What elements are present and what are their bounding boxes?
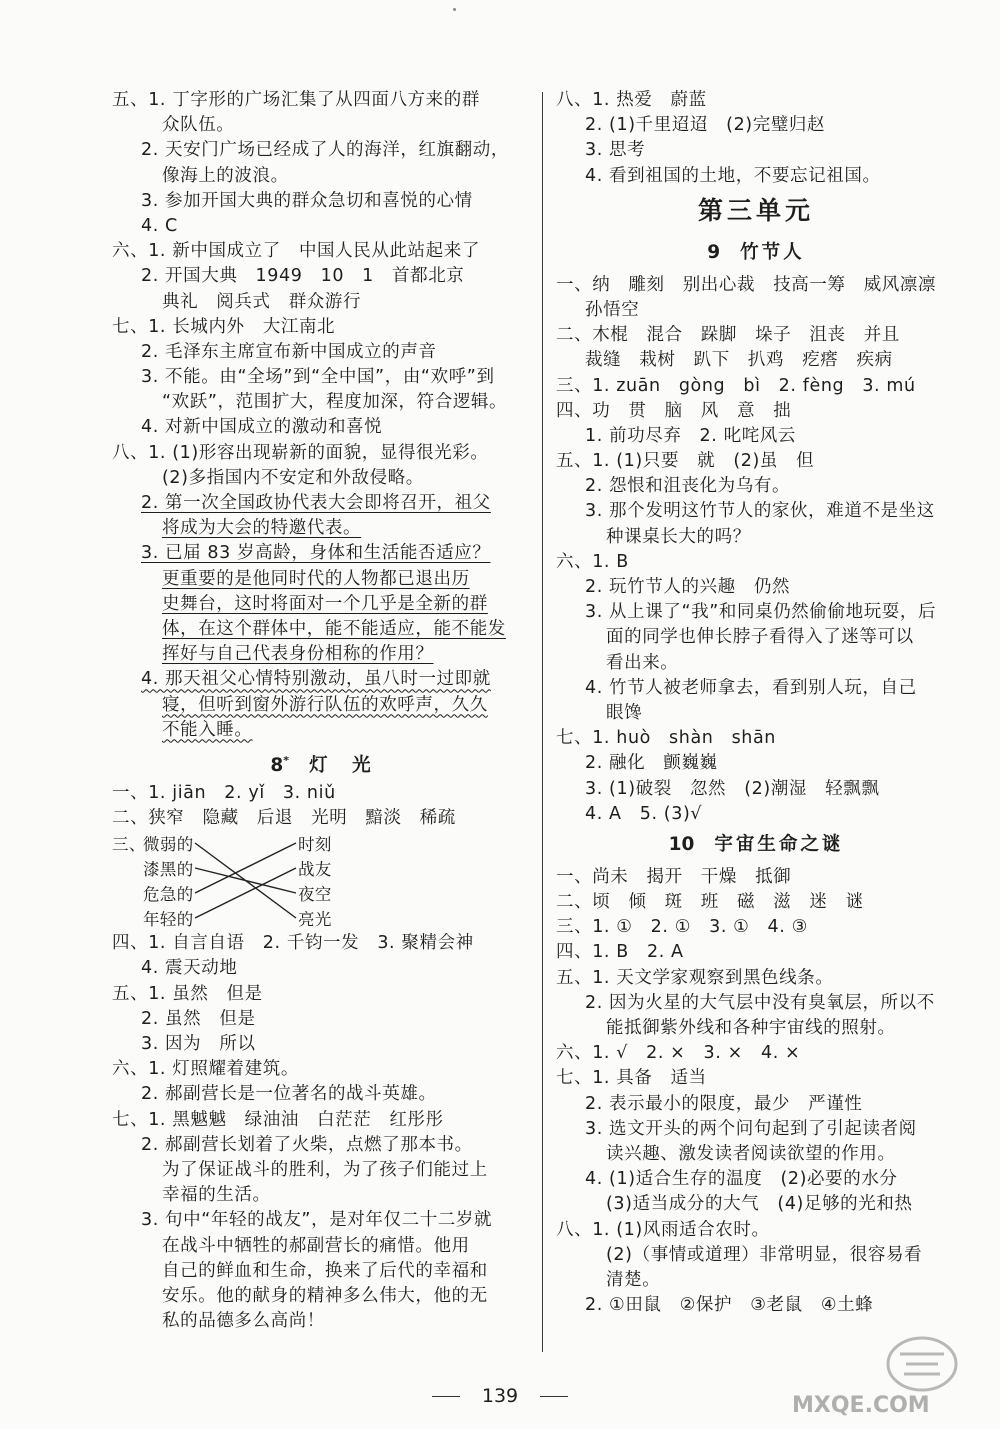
answer-line	[556, 323, 956, 348]
answer-line	[112, 340, 532, 365]
answer-text: 六、1. B	[556, 551, 629, 572]
answer-text: 一、1. jiān 2. yǐ 3. niǔ	[112, 782, 336, 803]
answer-text: 4. A 5. (3)√	[585, 803, 703, 824]
answer-text: 一、纳 雕刻 别出心裁 技高一筹 威风凛凛	[556, 274, 937, 295]
matching-right-word: 夜空	[298, 885, 332, 905]
footer-dash-right	[540, 1396, 568, 1398]
answer-line	[112, 516, 532, 541]
answer-line	[556, 1192, 956, 1217]
lesson-number-value: 8	[270, 755, 284, 777]
answer-line	[112, 1183, 532, 1208]
answer-text: 2. 毛泽东主席宣布新中国成立的声音	[141, 341, 437, 362]
answer-line	[112, 164, 532, 189]
answer-line	[112, 415, 532, 440]
scan-dot	[453, 8, 456, 11]
answer-text: “欢跃”，范围扩大，程度加深，符合逻辑。	[162, 392, 508, 413]
answer-line	[112, 1108, 532, 1133]
answer-line	[112, 264, 532, 289]
answer-line	[112, 189, 532, 214]
answer-text: 4. 看到祖国的土地，不要忘记祖国。	[585, 165, 881, 186]
answer-text: 四、1. B 2. A	[556, 942, 684, 963]
answer-text: 六、1. 灯照耀着建筑。	[112, 1059, 299, 1080]
lesson-number	[707, 242, 720, 263]
answer-text: 体，在这个群体中，能不能适应，能不能发	[162, 618, 506, 639]
answer-line	[112, 1007, 532, 1032]
answer-line	[112, 138, 532, 163]
answer-text: 种课桌长大的吗？	[606, 526, 751, 547]
answer-text: 幸福的生活。	[162, 1185, 271, 1206]
answer-text: 五、1. (1)只要 就 (2)虽 但	[556, 451, 815, 472]
answer-line	[556, 298, 956, 323]
answer-line	[556, 1142, 956, 1167]
answer-line	[112, 567, 532, 592]
answer-text: 挥好与自己代表身份相称的作用？	[162, 644, 434, 665]
answer-text: 3. 句中“年轻的战友”，是对年仅二十二岁就	[141, 1210, 493, 1231]
answer-line	[112, 466, 532, 491]
answer-line	[112, 592, 532, 617]
answer-text: 六、1. √ 2. × 3. × 4. ×	[556, 1043, 801, 1064]
answer-line	[556, 374, 956, 399]
answer-line	[556, 991, 956, 1016]
answer-text: 像海上的波浪。	[162, 165, 289, 186]
answer-text: 六、1. 新中国成立了 中国人民从此站起来了	[112, 241, 480, 262]
answer-text: 将成为大会的特邀代表。	[162, 518, 362, 539]
page-number: 139	[481, 1385, 519, 1407]
answer-line	[112, 1158, 532, 1183]
answer-text: 二、木棍 混合 跺脚 垛子 沮丧 并且	[556, 325, 900, 346]
answer-line	[112, 88, 532, 113]
answer-line	[556, 1218, 956, 1243]
answer-text: 为了保证战斗的胜利，为了孩子们能过上	[162, 1159, 488, 1180]
answer-line	[112, 781, 532, 806]
answer-line	[556, 625, 956, 650]
answer-text: 史舞台，这时将面对一个几乎是全新的群	[162, 593, 488, 614]
answer-text: 七、1. 具备 适当	[556, 1068, 707, 1089]
matching-right-word: 时刻	[298, 835, 332, 855]
matching-right-word: 亮光	[298, 910, 332, 930]
answer-text: 自己的鲜血和生命，换来了后代的幸福和	[162, 1260, 488, 1281]
answer-text: 4. 竹节人被老师拿去，看到别人玩，自己	[585, 677, 917, 698]
answer-line	[112, 541, 532, 566]
answer-text: 更重要的是他同时代的人物都已退出历	[162, 568, 470, 589]
answer-text: 一、尚未 揭开 干燥 抵御	[556, 866, 792, 887]
answer-line	[556, 1243, 956, 1268]
answer-text: 2. 开国大典 1949 10 1 首都北京	[141, 266, 465, 287]
answer-line	[556, 1041, 956, 1066]
answer-line	[112, 1082, 532, 1107]
answer-line	[556, 113, 956, 138]
answer-text: 不能入睡。	[162, 719, 253, 740]
matching-line	[195, 868, 296, 893]
answer-text: 私的品德多么高尚！	[162, 1311, 325, 1332]
answer-text: 三、1. ① 2. ① 3. ① 4. ③	[556, 917, 808, 938]
matching-left-word: 年轻的	[143, 910, 194, 930]
answer-line	[556, 348, 956, 373]
answer-text: 五、1. 天文学家观察到黑色线条。	[556, 967, 834, 988]
matching-line	[195, 868, 296, 918]
answer-column-left	[112, 88, 532, 1334]
answer-text: 二、狭窄 隐藏 后退 光明 黯淡 稀疏	[112, 808, 456, 829]
answer-text: 看出来。	[606, 652, 679, 673]
answer-text: 4. 那天祖父心情特别激动，虽八时一过即就	[141, 669, 491, 690]
answer-line	[556, 865, 956, 890]
answer-text: 3. 已届 83 岁高龄，身体和生活能否适应？	[141, 543, 491, 564]
answer-text: 3. 参加开国大典的群众急切和喜悦的心情	[141, 190, 473, 211]
lesson-number	[669, 834, 695, 855]
answer-line	[556, 1016, 956, 1041]
answer-text: 2. 虽然 但是	[141, 1008, 256, 1029]
answer-text: 能抵御紫外线和各种宇宙线的照射。	[606, 1018, 896, 1038]
answer-text: (2)（事情或道理）非常明显，很容易看	[606, 1244, 923, 1265]
matching-left-word: 微弱的	[143, 835, 194, 855]
matching-line	[195, 843, 296, 893]
lesson-title: 宇宙生命之谜	[714, 833, 844, 855]
answer-line	[112, 1032, 532, 1057]
answer-text: 2. 天安门广场已经成了人的海洋，红旗翻动，	[141, 140, 509, 161]
answer-line	[112, 956, 532, 981]
lesson-heading	[556, 235, 956, 273]
answer-line	[556, 138, 956, 163]
answer-text: 八、1. 热爱 蔚蓝	[556, 90, 707, 110]
answer-text: 七、1. 长城内外 大江南北	[112, 316, 336, 337]
answer-text: 4. 对新中国成立的激动和喜悦	[141, 417, 383, 438]
unit-heading: 第三单元	[697, 195, 814, 225]
matching-prefix: 三、	[112, 835, 146, 855]
answer-text: 2. 融化 颤巍巍	[585, 753, 718, 774]
answer-line	[112, 693, 532, 718]
answer-text: 五、1. 虽然 但是	[112, 983, 263, 1004]
answer-text: 七、1. 黑魆魆 绿油油 白茫茫 红彤彤	[112, 1109, 444, 1130]
lesson-title: 灯 光	[309, 755, 374, 777]
answer-text: 3. (1)破裂 忽然 (2)潮湿 轻飘飘	[585, 778, 880, 799]
answer-text: 3. 因为 所以	[141, 1034, 256, 1054]
answer-text: 七、1. huò shàn shān	[556, 728, 776, 749]
answer-text: 眼馋	[606, 702, 643, 723]
answer-line	[112, 667, 532, 692]
answer-line	[556, 940, 956, 965]
answer-line	[112, 239, 532, 264]
answer-text: (2)多指国内不安定和外敌侵略。	[162, 467, 424, 488]
answer-text: 三、1. zuān gòng bì 2. fèng 3. mú	[556, 375, 916, 396]
answer-line	[556, 651, 956, 676]
answer-text: 清楚。	[606, 1269, 661, 1290]
answer-text: 二、顷 倾 斑 班 磁 滋 迷 谜	[556, 892, 864, 913]
answer-line	[112, 617, 532, 642]
answer-line	[556, 676, 956, 701]
answer-text: 2. 怨恨和沮丧化为乌有。	[585, 476, 791, 497]
answer-text: 典礼 阅兵式 群众游行	[162, 291, 362, 312]
answer-text: 3. 思考	[585, 140, 646, 161]
answer-text: 孙悟空	[585, 299, 640, 320]
answer-line	[556, 499, 956, 524]
answer-text: 3. 从上课了“我”和同桌仍然偷偷地玩耍，后	[585, 602, 937, 623]
answer-text: 2. 第一次全国政协代表大会即将召开，祖父	[141, 493, 491, 513]
answer-column-right	[556, 88, 956, 1318]
answer-text: (3)适当成分的大气 (4)足够的光和热	[606, 1194, 913, 1215]
answer-text: 众队伍。	[162, 115, 235, 136]
optional-lesson-mark: *	[283, 753, 290, 767]
answer-line	[112, 1234, 532, 1259]
answer-line	[556, 726, 956, 751]
answer-line	[556, 575, 956, 600]
answer-line	[556, 1066, 956, 1091]
answer-line	[556, 1167, 956, 1192]
lesson-number-value: 9	[707, 241, 721, 263]
answer-text: 安乐。他的献身的精神多么伟大，他的无	[162, 1285, 488, 1306]
answer-line	[556, 525, 956, 550]
lesson-heading	[556, 827, 956, 865]
answer-text: 裁缝 栽树 趴下 扒鸡 疙瘩 疾病	[585, 350, 893, 371]
answer-line	[112, 982, 532, 1007]
answer-text: 八、1. (1)风雨适合农时。	[556, 1219, 770, 1240]
word-matching-exercise	[112, 831, 532, 931]
answer-text: 2. 郝副营长划着了火柴，点燃了那本书。	[141, 1134, 473, 1155]
lesson-title: 竹节人	[740, 241, 805, 263]
answer-text: 2. 郝副营长是一位著名的战斗英雄。	[141, 1084, 437, 1105]
answer-line	[556, 474, 956, 499]
answer-text: 1. 前功尽弃 2. 叱咤风云	[585, 425, 797, 446]
answer-line	[112, 806, 532, 831]
answer-line	[112, 390, 532, 415]
answer-text: 2. 因为火星的大气层中没有臭氧层，所以不	[585, 992, 935, 1013]
answer-line	[112, 1284, 532, 1309]
answer-line	[112, 113, 532, 138]
watermark-logo	[782, 1330, 972, 1420]
answer-text: 4. C	[141, 215, 178, 236]
answer-line	[556, 600, 956, 625]
answer-line	[112, 365, 532, 390]
matching-right-word: 战友	[298, 860, 332, 880]
answer-line	[556, 701, 956, 726]
answer-line	[556, 890, 956, 915]
matching-left-word: 危急的	[143, 885, 194, 905]
answer-line	[556, 550, 956, 575]
answer-line	[112, 441, 532, 466]
answer-line	[556, 966, 956, 991]
answer-text: 3. 那个发明这竹节人的家伙，难道不是坐这	[585, 501, 935, 522]
answer-line	[112, 214, 532, 239]
answer-text: 面的同学也伸长脖子看得入了迷等可以	[606, 627, 914, 648]
answer-text: 读兴趣、激发读者阅读欲望的作用。	[606, 1143, 896, 1164]
answer-text: 五、1. 丁字形的广场汇集了从四面八方来的群	[112, 90, 480, 110]
matching-left-word: 漆黑的	[143, 860, 194, 880]
answer-text: 八、1. (1)形容出现崭新的面貌，显得很光彩。	[112, 442, 489, 463]
answer-line	[556, 424, 956, 449]
answer-line	[556, 777, 956, 802]
answer-line	[556, 1117, 956, 1142]
answer-line	[112, 718, 532, 743]
answer-line	[556, 399, 956, 424]
answer-line	[556, 1293, 956, 1318]
column-divider	[542, 92, 543, 1352]
lesson-number	[270, 755, 289, 776]
answer-line	[556, 1268, 956, 1293]
answer-line	[112, 931, 532, 956]
svg-text:MXQE.COM: MXQE.COM	[792, 1393, 930, 1418]
answer-line	[556, 1092, 956, 1117]
answer-line	[112, 491, 532, 516]
answer-text: 2. 玩竹节人的兴趣 仍然	[585, 577, 791, 597]
lesson-number-value: 10	[668, 833, 695, 855]
answer-line	[556, 88, 956, 113]
answer-line	[556, 273, 956, 298]
answer-line	[112, 315, 532, 340]
footer-dash-left	[432, 1396, 460, 1398]
answer-text: 4. (1)适合生存的温度 (2)必要的水分	[585, 1169, 898, 1190]
answer-line	[556, 751, 956, 776]
answer-line	[112, 290, 532, 315]
answer-text: 3. 选文开头的两个问句起到了引起读者阅	[585, 1118, 917, 1139]
answer-text: 2. ①田鼠 ②保护 ③老鼠 ④土蜂	[585, 1295, 874, 1316]
lesson-heading	[112, 743, 532, 781]
answer-line	[112, 1309, 532, 1334]
answer-line	[112, 1259, 532, 1284]
answer-line	[556, 164, 956, 189]
answer-text: 在战斗中牺牲的郝副营长的痛惜。他用	[162, 1235, 470, 1256]
answer-text: 四、1. 自言自语 2. 千钧一发 3. 聚精会神	[112, 933, 474, 954]
answer-text: 四、功 贯 脑 风 意 拙	[556, 400, 792, 421]
answer-line	[112, 642, 532, 667]
answer-line	[556, 449, 956, 474]
answer-line	[556, 802, 956, 827]
answer-line	[556, 915, 956, 940]
answer-text: 2. (1)千里迢迢 (2)完璧归赵	[585, 115, 826, 136]
answer-text: 寝，但听到窗外游行队伍的欢呼声，久久	[162, 694, 488, 715]
answer-text: 4. 震天动地	[141, 958, 238, 979]
answer-text: 2. 表示最小的限度，最少 严谨性	[585, 1093, 863, 1114]
answer-line	[112, 1208, 532, 1233]
answer-line	[112, 1057, 532, 1082]
answer-line	[112, 1133, 532, 1158]
answer-text: 3. 不能。由“全场”到“全中国”，由“欢呼”到	[141, 367, 495, 388]
